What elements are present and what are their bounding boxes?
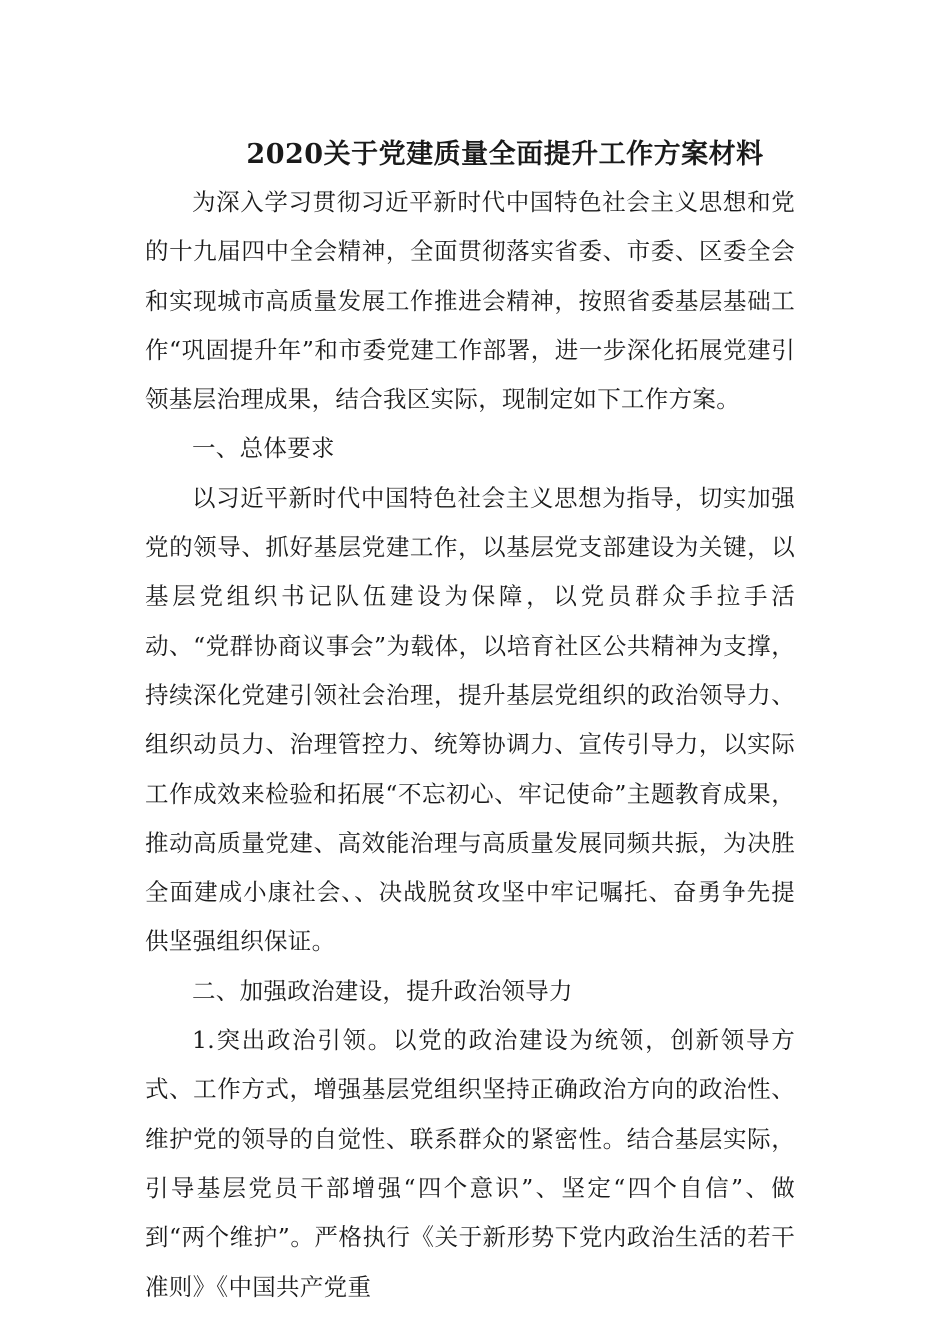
paragraph-general-requirements: 以习近平新时代中国特色社会主义思想为指导，切实加强党的领导、抓好基层党建工作，以基层党支部建设为关键，以基层党组织书记队伍建设为保障，以党员群众手拉手活动、“党群协商议事会”为载体，以培育社区公共精神为支撑，持续深化党建引领社会治理，提升基层党组织的政治领导力、组织动员力、治理管控力、统筹协调力、宣传引导力，以实际工作成效来检验和拓展“不忘初心、牢记使命”主题教育成果，推动高质量党建、高效能治理与高质量发展同频共振，为决胜全面建成小康社会、、决战脱贫攻坚中牢记嘱托、奋勇争先提供坚强组织保证。 (145, 483, 795, 956)
section-heading-political-building: 二、加强政治建设，提升政治领导力 (192, 976, 573, 1005)
paragraph-political-guidance: 1.突出政治引领。以党的政治建设为统领，创新领导方式、工作方式，增强基层党组织坚持正确政治方向的政治性、维护党的领导的自觉性、联系群众的紧密性。结合基层实际，引导基层党员干部增强“四个意识”、坚定“四个自信”、做到“两个维护”。严格执行《关于新形势下党内政治生活的若干准则》《中国共产党重 (145, 1026, 795, 1301)
section-heading-general-requirements: 一、总体要求 (192, 434, 335, 463)
document-title: 2020关于党建质量全面提升工作方案材料 (246, 139, 764, 170)
paragraph-intro: 为深入学习贯彻习近平新时代中国特色社会主义思想和党的十九届四中全会精神，全面贯彻落实省委、市委、区委全会和实现城市高质量发展工作推进会精神，按照省委基层基础工作“巩固提升年”和市委党建工作部署，进一步深化拓展党建引领基层治理成果，结合我区实际，现制定如下工作方案。 (145, 188, 795, 414)
document-body (145, 178, 795, 1312)
